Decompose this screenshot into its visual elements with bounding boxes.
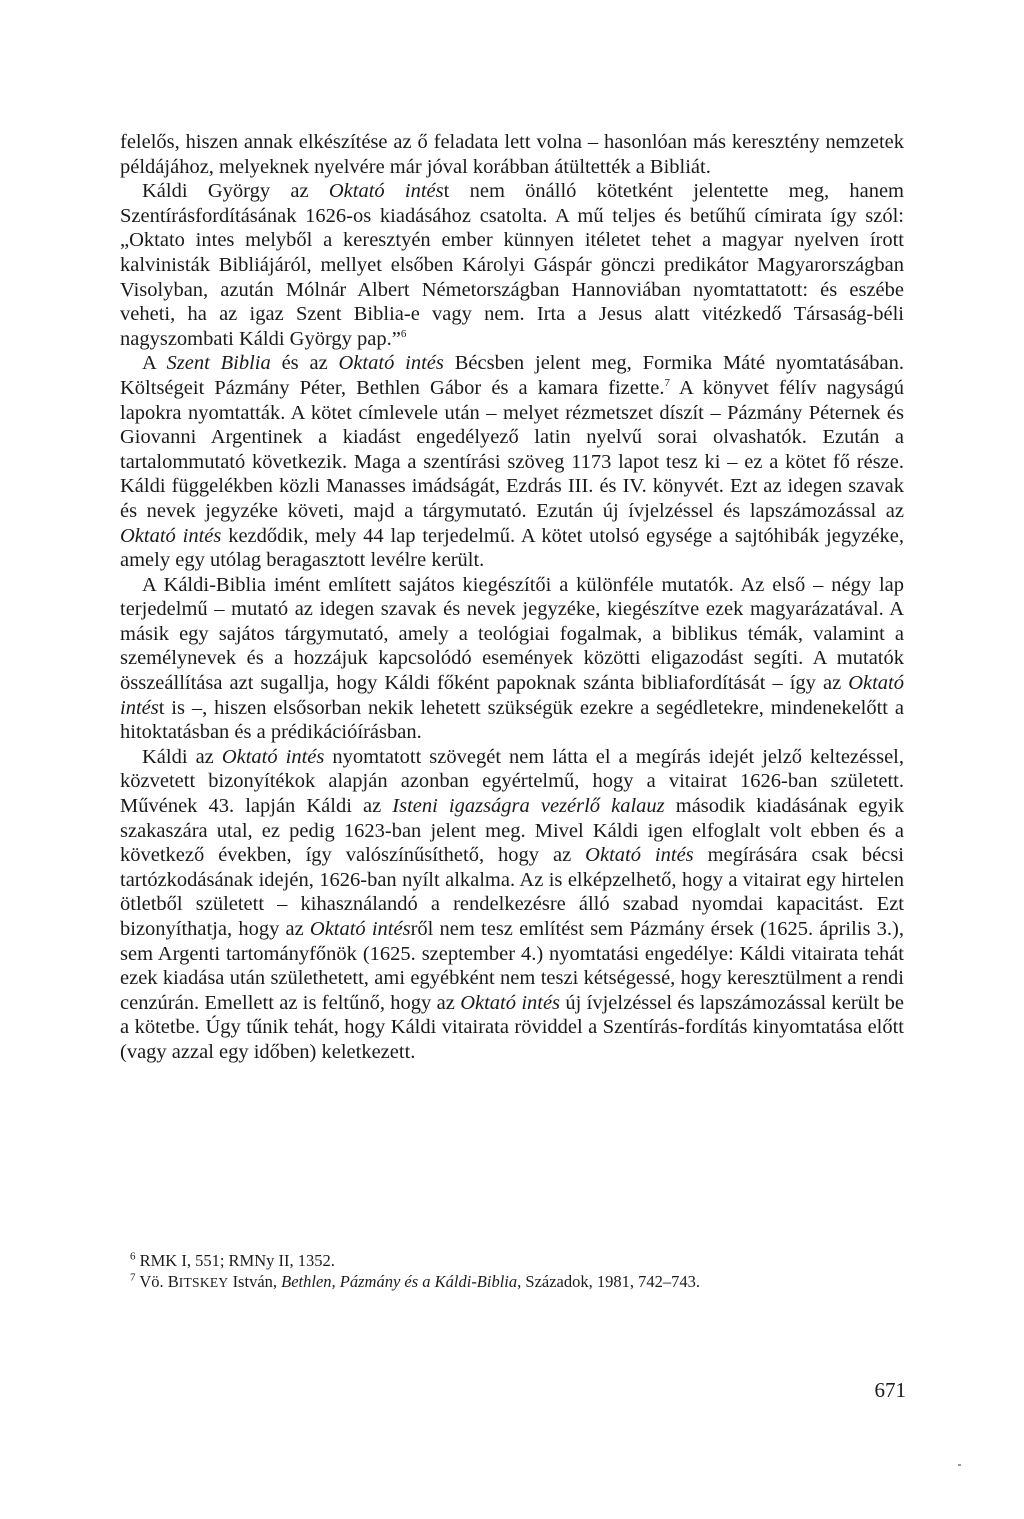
italic-text: Bethlen, Pázmány és a Káldi-Biblia <box>281 1272 518 1291</box>
paragraph <box>120 179 904 351</box>
scan-speck <box>958 1464 961 1466</box>
text-run: A <box>142 352 167 375</box>
text-run: kezdődik, mely 44 lap terjedelmű. A kötet utolsó egysége a sajtóhibák jegyzéke, amely egy utólag beragasztott levélre került. <box>120 524 904 572</box>
text-run: Bécsben jelent meg, Formika Máté nyomtatásában. Költségeit Pázmány Péter, Bethlen Gábor és a kamara fizette. <box>120 352 904 399</box>
text-run: megírására csak bécsi tartózkodásának idején, 1626-ban nyílt alkalma. Az is elképzelhető, hogy a vitairat egy hirtelen ötletből született – kihasználandó a rendelkezésre álló szabad nyomdai kapacitást. Ezt bizonyíthatja, hogy az <box>120 844 904 940</box>
italic-text: Oktató intés <box>120 524 222 547</box>
text-run: , Századok, 1981, 742–743. <box>517 1272 701 1291</box>
text-run: t nem önálló kötetként jelentette meg, hanem Szentírásfordításának 1626-os kiadásához csatolta. A mű teljes és betűhű címirata így szól: „Oktato intes melyből a keresztyén ember künnyen itéletet tehet a magyar nyelven írott kalvinisták Bibliájáról, mellyet elsőben Károlyi Gáspár gönczi predikátor Magyarországban Visolyban, azután Mólnár Albert Németországban Hannoviában nyomtattatott: és eszébe veheti, ha az igaz Szent Biblia-e vagy nem. Irta a Jesus alatt vitézkedő Társaság-béli nagyszombati Káldi György pap.” <box>120 180 905 350</box>
italic-text: Oktató intés <box>328 180 444 203</box>
footnote <box>120 1271 904 1293</box>
italic-text: Szent Biblia <box>166 352 271 375</box>
text-run: felelős, hiszen annak elkészítése az ő feladata lett volna – hasonlóan más keresztény nemzetek példájához, melyeknek nyelvére már jóval korábban átültették a Bibliát. <box>120 131 904 178</box>
text-run: új ívjelzéssel és lapszámozással került be a kötetbe. Úgy tűnik tehát, hogy Káldi vitairata röviddel a Szentírás-fordítás kinyomtatása előtt (vagy azzal egy időben) keletkezett. <box>120 991 905 1063</box>
text-run: A könyvet félív nagyságú lapokra nyomtatták. A kötet címlevele után – melyet rézmetszet díszít – Pázmány Péternek és Giovanni Argentinek a kiadást engedélyező latin nyelvű sorai olvashatók. Ezután a tartalommutató következik. Maga a szentírási szöveg 1173 lapot tesz ki – ez a kötet fő része. Káldi függelékben közli Manasses imádságát, Ezdrás III. és IV. könyvét. Ezt az idegen szavak és nevek jegyzéke követi, majd a tárgymutató. Ezután új ívjelzéssel és lapszámozással az <box>120 376 904 522</box>
text-run: Káldi az <box>142 745 222 768</box>
footnote <box>120 1250 904 1271</box>
footnote-number: 6 <box>130 1250 136 1263</box>
paragraph <box>120 351 904 572</box>
text-run: RMK I, 551; RMNy II, 1352. <box>135 1251 335 1270</box>
text-run: Vö. B <box>135 1272 179 1291</box>
text-run: ről nem tesz említést sem Pázmány érsek (1625. április 3.), sem Argenti tartományfőnök (1625. szeptember 4.) nyomtatási engedélye: Káldi vitairata tehát ezek kiadása után születhetett, ami egyébként nem teszi kétségessé, hogy keresztülment a rendi cenzúrán. Emellett az is feltűnő, hogy az <box>120 918 904 1014</box>
body-text <box>120 130 904 1065</box>
text-run: Káldi György az <box>142 180 329 203</box>
page-number: 671 <box>874 1378 906 1402</box>
paragraph <box>120 130 904 179</box>
italic-text: Oktató intés <box>338 352 444 375</box>
text-run: t is –, hiszen elsősorban nekik lehetett szükségük ezekre a segédletekre, mindenekelőtt a hitoktatásban és a prédikációírásban. <box>120 696 904 744</box>
footnotes <box>120 1250 904 1293</box>
italic-text: Oktató intés <box>221 745 325 768</box>
text-run: nyomtatott szövegét nem látta el a megírás idejét jelző keltezéssel, közvetett bizonyítékok alapján azonban egyértelmű, hogy a vitairat 1626-ban született. Művének 43. lapján Káldi az <box>120 745 904 818</box>
italic-text: Oktató intés <box>120 672 904 719</box>
italic-text: Oktató intés <box>585 844 694 867</box>
paragraph <box>120 745 904 1065</box>
text-run: István, <box>228 1272 282 1291</box>
text-run: A Káldi-Biblia imént említett sajátos kiegészítői a különféle mutatók. Az első – négy lap terjedelmű – mutató az idegen szavak és nevek jegyzéke, kiegészítve ezek magyarázatával. A másik egy sajátos tárgymutató, amely a teológiai fogalmak, a biblikus témák, valamint a személynevek és a hozzájuk kapcsolódó események közötti eligazodást segíti. A mutatók összeállítása azt sugallja, hogy Káldi főként papoknak szánta bibliafordítását – így az <box>120 573 904 695</box>
footnote-ref: 6 <box>400 327 407 340</box>
italic-text: Isteni igazságra vezérlő kalauz <box>392 795 665 818</box>
paragraph <box>120 573 904 745</box>
italic-text: Oktató intés <box>309 918 411 940</box>
text-run: ITSKEY <box>178 1275 229 1290</box>
footnote-number: 7 <box>130 1271 136 1284</box>
italic-text: Oktató intés <box>460 991 561 1014</box>
text-run: és az <box>270 352 339 375</box>
text-run: második kiadásának egyik szakaszára utal, ez pedig 1623-ban jelent meg. Mivel Káldi igen elfoglalt volt ebben és a következő években, így valószínűsíthető, hogy az <box>120 795 904 867</box>
footnote-ref: 7 <box>664 377 670 390</box>
